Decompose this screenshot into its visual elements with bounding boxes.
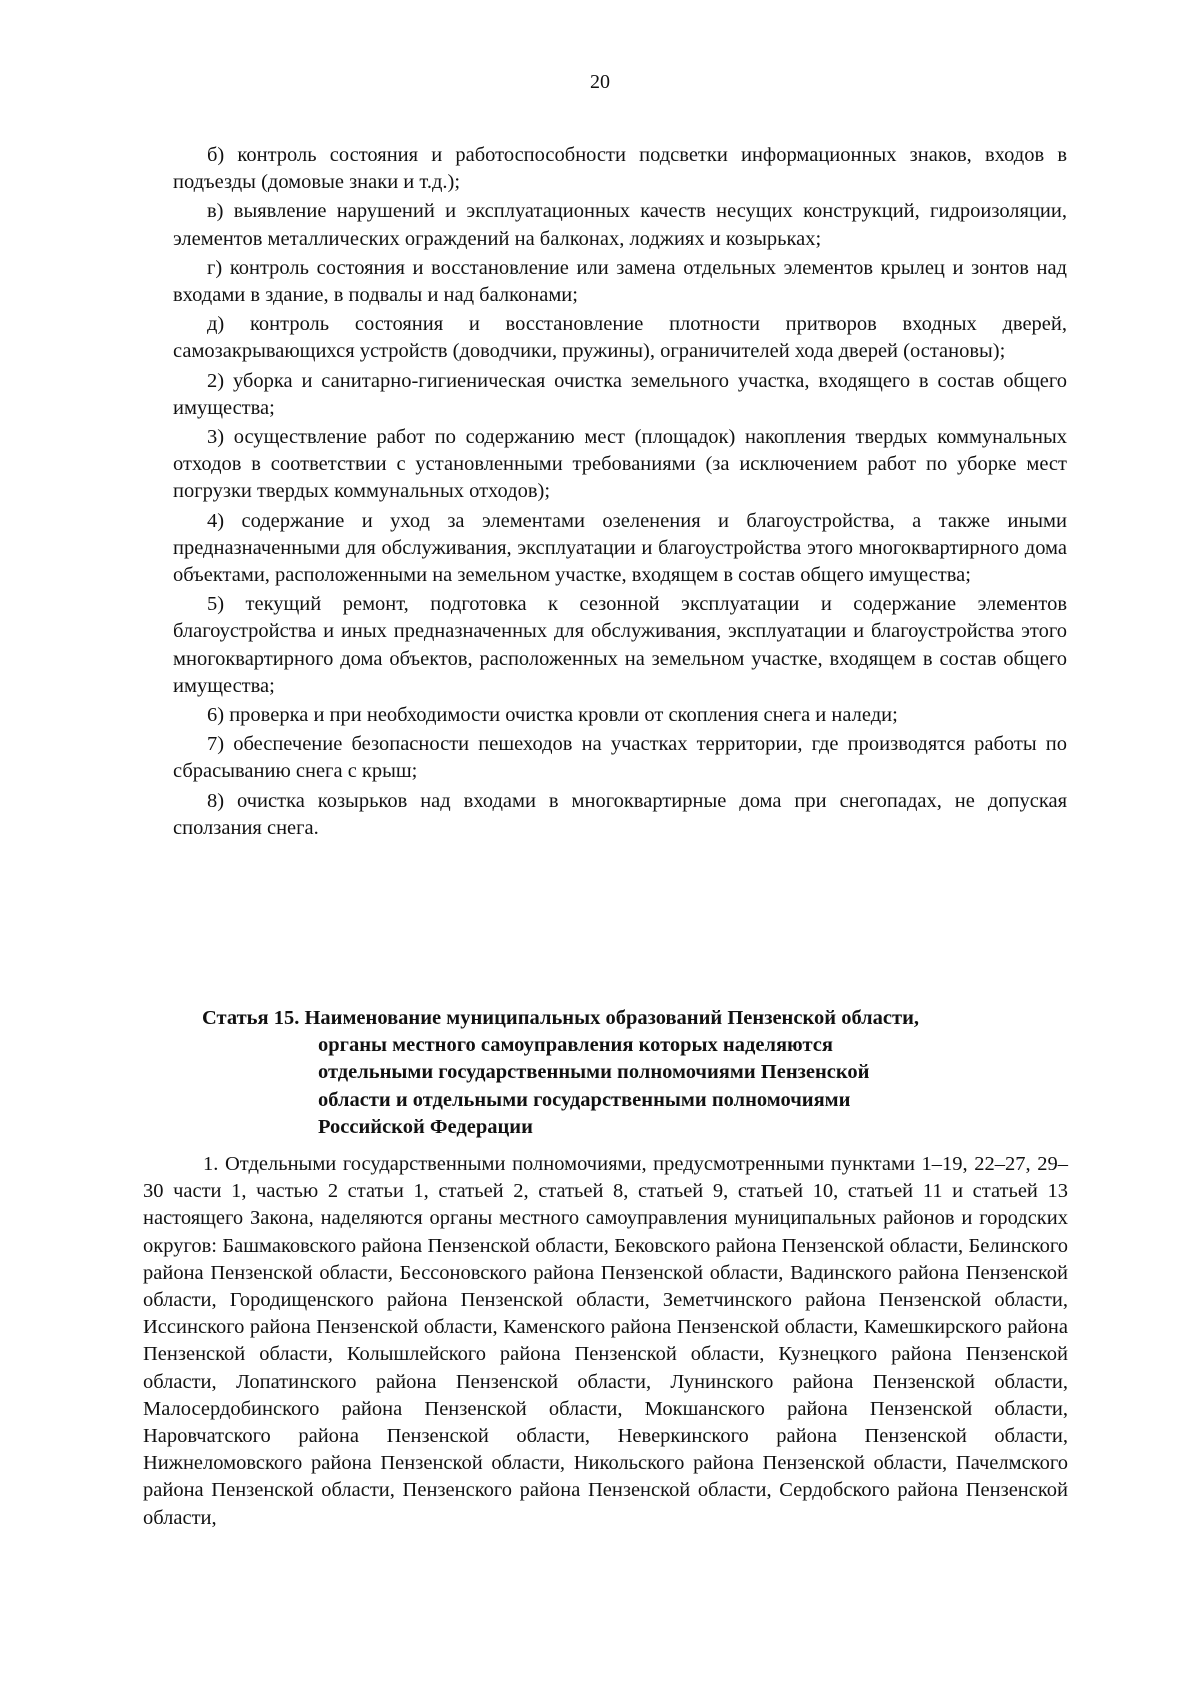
list-item: 6) проверка и при необходимости очистка кровли от скопления снега и наледи; [207, 704, 898, 727]
list-item: 7) обеспечение безопасности пешеходов на участках территории, где производятся работы по сбрасыванию снега с крыш; [173, 733, 1067, 783]
list-item: 2) уборка и санитарно-гигиеническая очистка земельного участка, входящего в состав общего имущества; [173, 369, 1067, 419]
article-body-paragraph: 1. Отдельными государственными полномочиями, предусмотренными пунктами 1–19, 22–27, 29–30 части 1, частью 2 статьи 1, статьей 2, статьей 8, статьей 9, статьей 10, статьей 11 и статьей 13 настоящего Закона, наделяются органы местного самоуправления муниципальных районов и городских округов: Башмаковского района Пензенской области, Бековского района Пензенской области, Белинского района Пензенской области, Бессоновского района Пензенской области, Вадинского района Пензенской области, Городищенского района Пензенской области, Земетчинского района Пензенской области, Иссинского района Пензенской области, Каменского района Пензенской области, Камешкирского района Пензенской области, Колышлейского района Пензенской области, Кузнецкого района Пензенской области, Лопатинского района Пензенской области, Лунинского района Пензенской области, Малосердобинского района Пензенской области, Мокшанского района Пензенской области, Наровчатского района Пензенской области, Неверкинского района Пензенской области, Нижнеломовского района Пензенской области, Никольского района Пензенской области, Пачелмского района Пензенской области, Пензенского района Пензенской области, Сердобского района Пензенской области, [143, 1153, 1068, 1529]
list-item: 3) осуществление работ по содержанию мест (площадок) накопления твердых коммунальных отходов в соответствии с установленными требованиями (за исключением работ по уборке мест погрузки твердых коммунальных отходов); [173, 426, 1067, 503]
list-item: 8) очистка козырьков над входами в многоквартирные дома при снегопадах, не допуская сползания снега. [173, 789, 1067, 839]
article-heading-line: органы местного самоуправления которых наделяются [318, 1034, 833, 1057]
list-item: б) контроль состояния и работоспособности подсветки информационных знаков, входов в подъезды (домовые знаки и т.д.); [173, 144, 1067, 194]
article-heading-line: Российской Федерации [318, 1115, 533, 1138]
list-item: 5) текущий ремонт, подготовка к сезонной эксплуатации и содержание элементов благоустройства и иных предназначенных для обслуживания, эксплуатации и благоустройства этого многоквартирного дома объектов, расположенных на земельном участке, входящем в состав общего имущества; [173, 593, 1067, 697]
article-heading [143, 1005, 1068, 1141]
list-item: в) выявление нарушений и эксплуатационных качеств несущих конструкций, гидроизоляции, элементов металлических ограждений на балконах, лоджиях и козырьках; [173, 200, 1067, 250]
list-item: 4) содержание и уход за элементами озеленения и благоустройства, а также иными предназначенными для обслуживания, эксплуатации и благоустройства этого многоквартирного дома объектами, расположенными на земельном участке, входящем в состав общего имущества; [173, 509, 1067, 587]
list-item: г) контроль состояния и восстановление или замена отдельных элементов крылец и зонтов над входами в здание, в подвалы и над балконами; [173, 256, 1067, 307]
list-item: д) контроль состояния и восстановление плотности притворов входных дверей, самозакрывающихся устройств (доводчики, пружины), ограничителей хода дверей (остановы); [173, 313, 1067, 363]
article-heading-line: отдельными государственными полномочиями Пензенской [318, 1061, 870, 1084]
article-heading-line: области и отдельными государственными полномочиями [318, 1088, 851, 1111]
page-number: 20 [590, 71, 610, 93]
article-15 [143, 1005, 1068, 1532]
duties-list [173, 142, 1067, 844]
article-heading-line: Статья 15. Наименование муниципальных образований Пензенской области, [202, 1007, 920, 1029]
